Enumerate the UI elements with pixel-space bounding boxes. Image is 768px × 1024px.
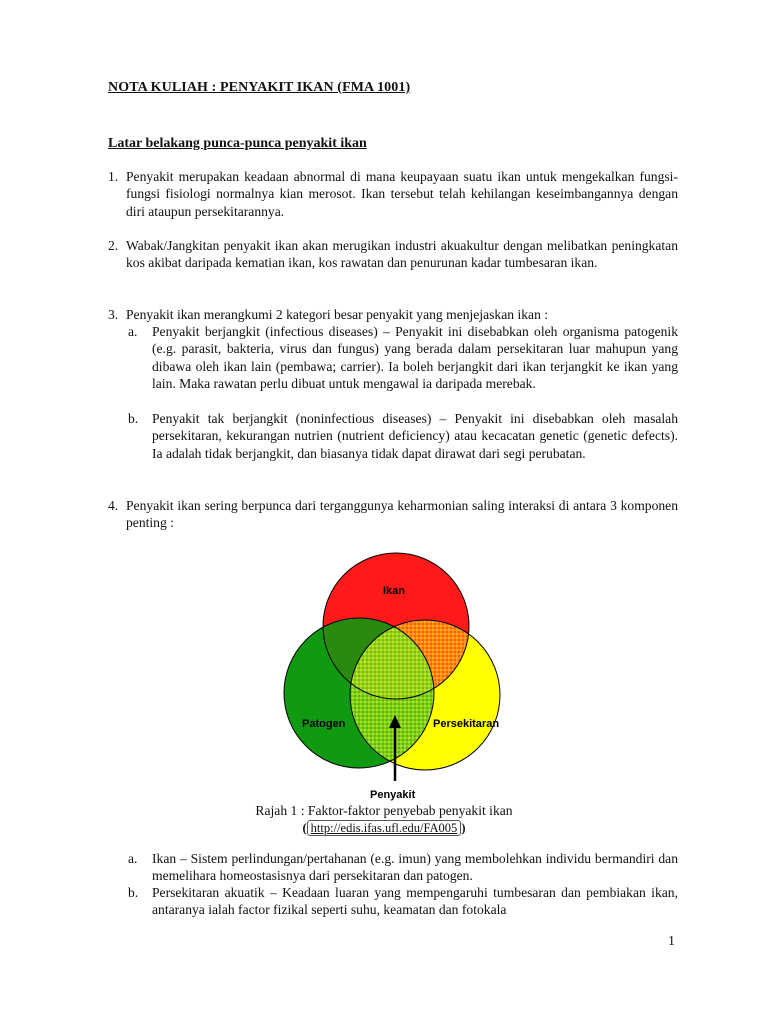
list-text: Ikan – Sistem perlindungan/pertahanan (e.g. imun) yang membolehkan individu bermandiri dan memelihara homeostasisnya dari persekitaran dan patogen. xyxy=(152,851,678,884)
label-ikan: Ikan xyxy=(383,585,406,597)
paragraph-text: Wabak/Jangkitan penyakit ikan akan merugikan industri akuakultur dengan melibatkan peningkatan kos akibat daripada kematian ikan, kos rawatan dan penurunan kadar tumbesaran ikan. xyxy=(126,238,678,271)
list-label: b. xyxy=(128,411,139,426)
list-item-3a xyxy=(128,323,678,392)
label-patogen: Patogen xyxy=(302,718,346,730)
list-item-3b xyxy=(128,410,678,462)
page-number: 1 xyxy=(668,934,675,949)
paragraph-text: Penyakit ikan sering berpunca dari terganggunya keharmonian saling interaksi di antara 3 komponen penting : xyxy=(126,498,678,531)
figure-caption: Rajah 1 : Faktor-faktor penyebab penyakit ikan xyxy=(255,803,513,818)
list-label: a. xyxy=(128,324,138,339)
list-label: a. xyxy=(128,851,138,866)
label-persekitaran: Persekitaran xyxy=(433,718,500,730)
figure-source xyxy=(0,821,768,836)
paragraph-1 xyxy=(108,168,678,220)
paragraph-2 xyxy=(108,237,678,272)
venn-diagram xyxy=(266,531,526,801)
source-close-paren: ) xyxy=(461,821,466,835)
list-text: Persekitaran akuatik – Keadaan luaran yang mempengaruhi tumbesaran dan pembiakan ikan, antaranya ialah factor fizikal seperti suhu, keamatan dan fotokala xyxy=(152,885,678,918)
paragraph-4 xyxy=(108,497,678,532)
list-text: Penyakit berjangkit (infectious diseases) – Penyakit ini disebabkan oleh organisma patogenik (e.g. parasit, bakteria, virus dan fungus) yang berada dalam persekitaran luar mahupun yang dibawa oleh ikan lain (pembawa; carrier). Ia boleh berjangkit dari ikan terjangkit ke ikan yang lain. Maka rawatan perlu dibuat untuk mengawal ia daripada merebak. xyxy=(152,324,678,391)
document-title: NOTA KULIAH : PENYAKIT IKAN (FMA 1001) xyxy=(108,80,411,95)
paragraph-text: Penyakit merupakan keadaan abnormal di mana keupayaan suatu ikan untuk mengekalkan fungsi-fungsi fisiologi normalnya kian merosot. Ikan tersebut telah kehilangan keseimbangannya dengan diri ataupun persekitarannya. xyxy=(126,169,678,219)
list-item-b xyxy=(128,884,678,919)
paragraph-number: 3. xyxy=(108,307,119,322)
source-link[interactable]: http://edis.ifas.ufl.edu/FA005 xyxy=(307,820,462,836)
source-open-paren: ( xyxy=(302,821,307,835)
paragraph-3 xyxy=(108,306,678,323)
paragraph-number: 2. xyxy=(108,238,119,253)
list-item-a xyxy=(128,850,678,885)
paragraph-number: 1. xyxy=(108,169,119,184)
paragraph-number: 4. xyxy=(108,498,119,513)
section-heading: Latar belakang punca-punca penyakit ikan xyxy=(108,136,367,151)
list-text: Penyakit tak berjangkit (noninfectious diseases) – Penyakit ini disebabkan oleh masalah persekitaran, kekurangan nutrien (nutrient deficiency) atau kecacatan genetic (genetic defects). Ia adalah tidak berjangkit, dan biasanya tidak dapat dirawat dari segi perubatan. xyxy=(152,411,678,461)
label-penyakit: Penyakit xyxy=(370,789,416,801)
list-label: b. xyxy=(128,885,139,900)
paragraph-text: Penyakit ikan merangkumi 2 kategori besar penyakit yang menjejaskan ikan : xyxy=(126,307,549,322)
